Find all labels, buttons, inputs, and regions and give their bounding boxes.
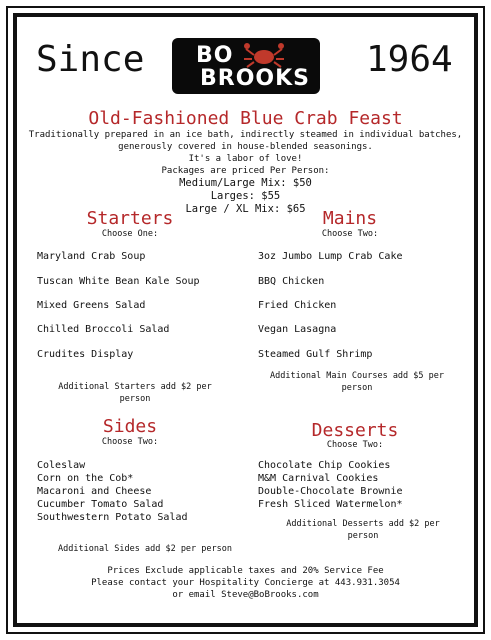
starter-item: Mixed Greens Salad [37,300,146,311]
dessert-item: Chocolate Chip Cookies [258,460,391,471]
dessert-item: M&M Carnival Cookies [258,473,379,484]
starter-item: Crudites Display [37,349,134,360]
starters-subtitle: Choose One: [101,229,159,239]
pricing-intro: Packages are priced Per Person: [161,166,330,176]
footer-line: Prices Exclude applicable taxes and 20% Service Fee [107,566,384,576]
feast-description: generously covered in house-blended seasonings. [118,142,373,152]
footer-line: or email Steve@BoBrooks.com [172,590,319,600]
starter-item: Maryland Crab Soup [37,251,146,262]
desserts-title: Desserts [311,420,399,441]
year-label: 1964 [366,39,453,80]
mains-title: Mains [322,208,378,229]
mains-note: Additional Main Courses add $5 per [270,371,444,381]
mains-note: person [341,383,373,393]
bo-brooks-logo [172,38,320,94]
side-item: Corn on the Cob* [37,473,134,484]
main-item: 3oz Jumbo Lump Crab Cake [258,251,403,262]
mains-subtitle: Choose Two: [321,229,379,239]
main-item: Vegan Lasagna [258,324,337,335]
sides-note: Additional Sides add $2 per person [58,544,232,554]
main-item: Steamed Gulf Shrimp [258,349,373,360]
logo-line-1: BO [196,43,234,68]
main-item: BBQ Chicken [258,276,325,287]
feast-description: Traditionally prepared in an ice bath, indirectly steamed in individual batches, [28,130,463,140]
feast-title: Old-Fashioned Blue Crab Feast [88,108,403,129]
sides-subtitle: Choose Two: [101,437,159,447]
starter-item: Chilled Broccoli Salad [37,324,170,335]
starters-note: person [119,394,151,404]
sides-title: Sides [102,416,158,437]
dessert-item: Fresh Sliced Watermelon* [258,499,403,510]
side-item: Cucumber Tomato Salad [37,499,164,510]
desserts-note: Additional Desserts add $2 per [286,519,440,529]
logo-line-2: BROOKS [200,66,311,91]
price-line: Larges: $55 [210,190,281,202]
desserts-note: person [347,531,379,541]
since-label: Since [36,39,145,80]
side-item: Coleslaw [37,460,86,471]
side-item: Macaroni and Cheese [37,486,152,497]
side-item: Southwestern Potato Salad [37,512,188,523]
starters-note: Additional Starters add $2 per [58,382,212,392]
main-item: Fried Chicken [258,300,337,311]
starters-title: Starters [86,208,174,229]
starter-item: Tuscan White Bean Kale Soup [37,276,200,287]
price-line: Medium/Large Mix: $50 [179,177,312,189]
dessert-item: Double-Chocolate Brownie [258,486,403,497]
footer-line: Please contact your Hospitality Concierge at 443.931.3054 [91,578,400,588]
crab-icon [242,41,286,69]
feast-description: It's a labor of love! [188,154,303,164]
price-line: Large / XL Mix: $65 [185,203,306,215]
desserts-subtitle: Choose Two: [326,440,384,450]
